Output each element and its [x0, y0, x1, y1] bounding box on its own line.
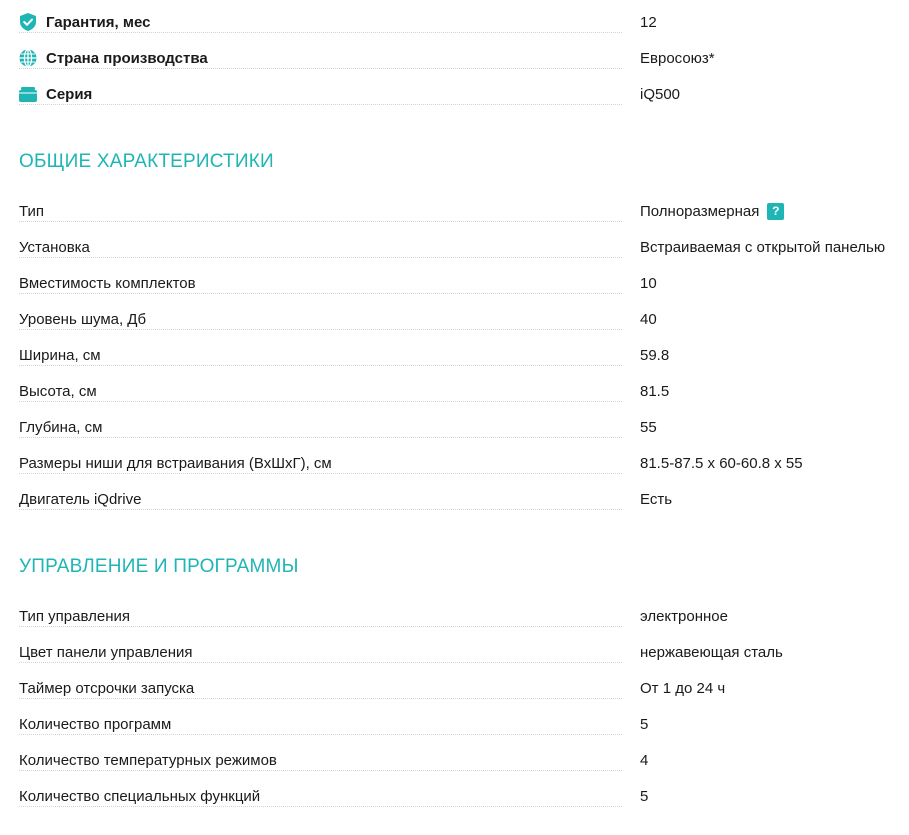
- spec-label: Двигатель iQdrive: [19, 491, 147, 508]
- spec-row: [19, 229, 909, 265]
- spec-label: Количество программ: [19, 716, 177, 733]
- spec-label: Вместимость комплектов: [19, 275, 202, 292]
- dotted-leader: [19, 437, 622, 438]
- spec-row: [19, 265, 909, 301]
- spec-value: iQ500: [640, 85, 681, 103]
- spec-row: [19, 706, 909, 742]
- dotted-leader: [19, 698, 622, 699]
- spec-label: Страна производства: [46, 50, 214, 67]
- spec-value: 10: [640, 274, 657, 292]
- dotted-leader: [19, 104, 622, 105]
- dotted-leader: [19, 770, 622, 771]
- spec-row: [19, 481, 909, 517]
- spec-value: Есть: [640, 490, 673, 508]
- spec-value: 12: [640, 13, 657, 31]
- spec-label: Ширина, см: [19, 347, 107, 364]
- spec-label: Тип: [19, 203, 50, 220]
- spec-value: 5: [640, 787, 649, 805]
- spec-row: [19, 670, 909, 706]
- spec-row-warranty: [19, 4, 909, 40]
- dotted-leader: [19, 221, 622, 222]
- spec-value: От 1 до 24 ч: [640, 679, 726, 697]
- dotted-leader: [19, 329, 622, 330]
- section-title-general: ОБЩИЕ ХАРАКТЕРИСТИКИ: [19, 151, 274, 172]
- spec-label: Количество температурных режимов: [19, 752, 283, 769]
- spec-value: Встраиваемая с открытой панелью: [640, 238, 886, 256]
- spec-row: [19, 409, 909, 445]
- dotted-leader: [19, 626, 622, 627]
- dotted-leader: [19, 32, 622, 33]
- dotted-leader: [19, 806, 622, 807]
- spec-label: Цвет панели управления: [19, 644, 198, 661]
- dotted-leader: [19, 257, 622, 258]
- spec-value: Евросоюз*: [640, 49, 715, 67]
- section-title-control: УПРАВЛЕНИЕ И ПРОГРАММЫ: [19, 556, 299, 577]
- spec-row: [19, 778, 909, 814]
- spec-label: Размеры ниши для встраивания (ВхШхГ), см: [19, 455, 338, 472]
- spec-value: 5: [640, 715, 649, 733]
- spec-row: [19, 373, 909, 409]
- spec-label: Высота, см: [19, 383, 103, 400]
- spec-label: Количество специальных функций: [19, 788, 266, 805]
- dotted-leader: [19, 662, 622, 663]
- spec-row-series: [19, 76, 909, 112]
- spec-value: 4: [640, 751, 649, 769]
- spec-row: [19, 337, 909, 373]
- spec-label: Таймер отсрочки запуска: [19, 680, 200, 697]
- spec-value: 40: [640, 310, 657, 328]
- spec-value: 81.5-87.5 х 60-60.8 х 55: [640, 454, 803, 472]
- spec-label: Серия: [46, 86, 98, 103]
- series-icon: [19, 85, 37, 103]
- spec-value: Полноразмерная: [640, 202, 760, 220]
- dotted-leader: [19, 473, 622, 474]
- spec-label: Тип управления: [19, 608, 136, 625]
- spec-value: электронное: [640, 607, 728, 625]
- dotted-leader: [19, 734, 622, 735]
- dotted-leader: [19, 365, 622, 366]
- dotted-leader: [19, 293, 622, 294]
- spec-row-country: [19, 40, 909, 76]
- spec-row: [19, 634, 909, 670]
- spec-value: нержавеющая сталь: [640, 643, 783, 661]
- spec-label: Уровень шума, Дб: [19, 311, 152, 328]
- dotted-leader: [19, 68, 622, 69]
- shield-check-icon: [19, 13, 37, 31]
- spec-row: [19, 598, 909, 634]
- help-icon[interactable]: ?: [767, 203, 784, 220]
- dotted-leader: [19, 401, 622, 402]
- spec-row: [19, 445, 909, 481]
- spec-label: Гарантия, мес: [46, 14, 156, 31]
- spec-row: [19, 742, 909, 778]
- spec-row: [19, 301, 909, 337]
- spec-value: 81.5: [640, 382, 670, 400]
- globe-icon: [19, 49, 37, 67]
- spec-value: 55: [640, 418, 657, 436]
- spec-value: 59.8: [640, 346, 670, 364]
- spec-label: Глубина, см: [19, 419, 108, 436]
- spec-label: Установка: [19, 239, 96, 256]
- spec-row: [19, 193, 909, 229]
- dotted-leader: [19, 509, 622, 510]
